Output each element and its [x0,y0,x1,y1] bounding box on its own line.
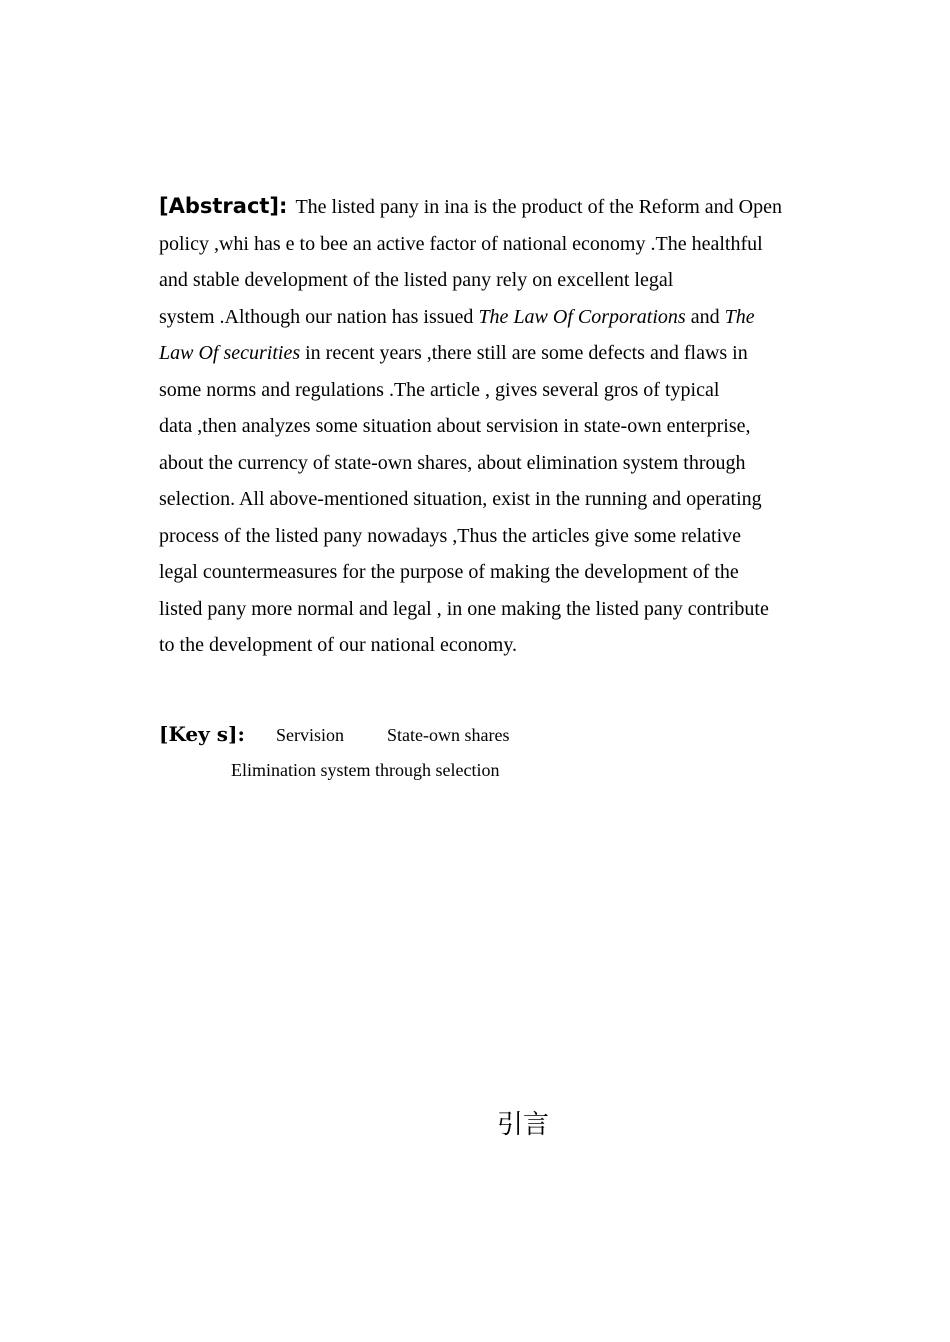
abstract-line: about the currency of state-own shares, about elimination system through [159,451,746,474]
abstract-line: some norms and regulations .The article , gives several gros of typical [159,378,720,401]
keyword-item: Servision [276,725,345,745]
abstract-line: data ,then analyzes some situation about servision in state-own enterprise, [159,415,751,437]
abstract-line [159,299,859,336]
abstract-text: The listed pany in ina is the product of the Reform and Open [295,196,782,218]
abstract-label: [Abstract]: [159,194,288,218]
abstract-line: to the development of our national economy. [159,634,518,656]
section-heading-introduction: 引言 [497,1110,550,1140]
keyword-item: State-own shares [387,725,510,745]
abstract-text: and [685,305,725,328]
abstract-text: system .Although our nation has issued [159,305,479,328]
keywords-label: [Key s]: [159,722,245,746]
law-title-corporations: The Law Of Corporations [478,305,686,328]
law-title-securities-part1: The [724,305,755,328]
abstract-line: listed pany more normal and legal , in one making the listed pany contribute [159,597,769,620]
abstract-line: process of the listed pany nowadays ,Thus the articles give some relative [159,524,742,547]
abstract-text: in recent years ,there still are some defects and flaws in [300,342,748,364]
abstract-line: policy ,whi has e to bee an active factor of national economy .The healthful [159,232,763,255]
keyword-item: Elimination system through selection [231,760,500,780]
law-title-securities-part2: Law Of securities [159,342,301,364]
abstract-line: and stable development of the listed pany rely on excellent legal [159,269,674,291]
abstract-line [159,188,859,226]
abstract-line [159,335,859,372]
abstract-line: selection. All above-mentioned situation, exist in the running and operating [159,488,762,510]
abstract-line: legal countermeasures for the purpose of making the development of the [159,561,739,583]
abstract-paragraph [159,188,859,664]
